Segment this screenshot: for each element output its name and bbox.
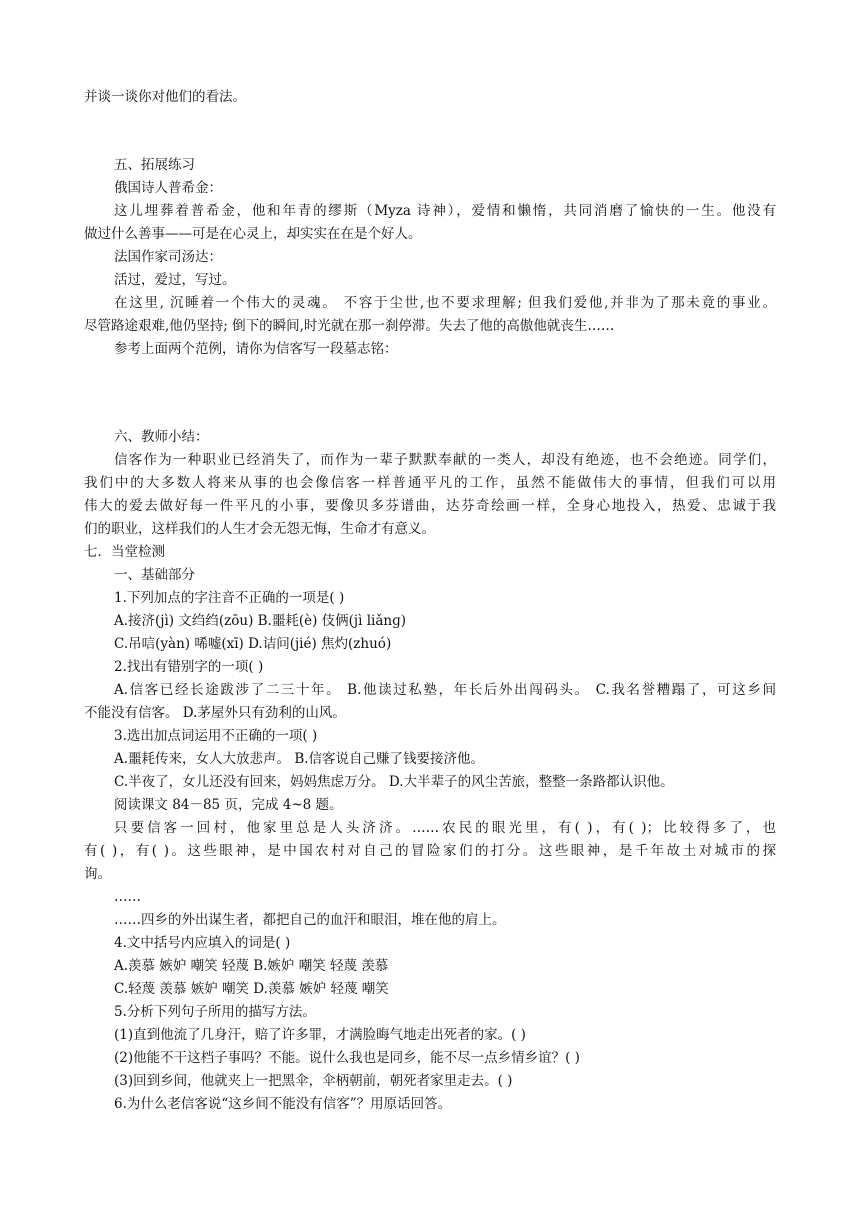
reading-passage: 只要信客一回村，他家里总是人头济济。……农民的眼光里，有( )，有( )；比较得多了，也 [114, 820, 776, 836]
text-line: 参考上面两个范例，请你为信客写一段墓志铭： [114, 341, 398, 357]
question-2-options: A.信客已经长途跋涉了二三十年。 B.他读过私塾，年长后外出闯码头。 C.我名誉糟蹋了，可这乡间 [114, 682, 776, 698]
question-3: 3.选出加点词运用不正确的一项( ) [114, 728, 318, 744]
text-line: 们的职业，这样我们的人生才会无怨无悔，生命才有意义。 [84, 521, 435, 537]
text-line: 做过什么善事——可是在心灵上，却实实在在是个好人。 [84, 226, 422, 242]
reading-passage: 询。 [84, 866, 111, 882]
text-line: 法国作家司汤达： [114, 249, 222, 265]
question-4: 4.文中括号内应填入的词是( ) [114, 935, 291, 951]
question-5-item-1: (1)直到他流了几身汗，赔了许多罪，才满脸晦气地走出死者的家。( ) [114, 1027, 526, 1043]
text-line: 不能没有信客。 D.茅屋外只有劲利的山风。 [84, 705, 346, 721]
question-1-options-ab: A.接济(jì) 文绉绉(zōu) B.噩耗(è) 伎俩(jì liǎnɡ) [114, 613, 407, 629]
question-2: 2.找出有错别字的一项( ) [114, 659, 264, 675]
text-line: 尽管路途艰难,他仍坚持; 倒下的瞬间,时光就在那一刹停滞。失去了他的高傲他就丧生…… [84, 318, 615, 334]
question-5: 5.分析下列句子所用的描写方法。 [114, 1004, 316, 1020]
text-line: 我们中的大多数人将来从事的也会像信客一样普通平凡的工作，虽然不能做伟大的事情，但我们可以用 [84, 475, 776, 491]
section-heading-basics: 一、基础部分 [114, 567, 195, 583]
question-6: 6.为什么老信客说“这乡间不能没有信客”？用原话回答。 [114, 1096, 452, 1112]
reading-passage: ……四乡的外出谋生者，都把自己的血汗和眼泪，堆在他的肩上。 [114, 912, 506, 928]
question-5-item-2: (2)他能不干这档子事吗？不能。说什么我也是同乡，能不尽一点乡情乡谊？( ) [114, 1050, 580, 1066]
question-4-options-ab: A.羡慕 嫉妒 嘲笑 轻蔑 B.嫉妒 嘲笑 轻蔑 羡慕 [114, 958, 389, 974]
text-line: 俄国诗人普希金： [114, 180, 222, 196]
section-heading-test: 七．当堂检测 [84, 544, 165, 560]
text-line: 这儿埋葬着普希金，他和年青的缪斯（Myza 诗神），爱情和懒惰，共同消磨了愉快的一生。他没有 [114, 203, 776, 219]
ellipsis: …… [114, 889, 141, 905]
section-heading-summary: 六、教师小结： [114, 429, 209, 445]
section-heading-extension: 五、拓展练习 [114, 157, 195, 173]
reading-instruction: 阅读课文 84－85 页，完成 4~8 题。 [114, 797, 343, 813]
text-line: 并谈一谈你对他们的看法。 [84, 89, 246, 105]
question-3-options-ab: A.噩耗传来，女人大放悲声。 B.信客说自己赚了钱要接济他。 [114, 751, 485, 767]
text-line: 信客作为一种职业已经消失了，而作为一辈子默默奉献的一类人，却没有绝迹，也不会绝迹。同学们， [114, 452, 776, 468]
question-5-item-3: (3)回到乡间，他就夹上一把黑伞，伞柄朝前，朝死者家里走去。( ) [114, 1073, 513, 1089]
question-1-options-cd: C.吊唁(yàn) 唏嘘(xī) D.诘问(jié) 焦灼(zhuó) [114, 636, 392, 652]
question-1: 1.下列加点的字注音不正确的一项是( ) [114, 590, 345, 606]
text-line: 伟大的爱去做好每一件平凡的小事，要像贝多芬谱曲，达芬奇绘画一样，全身心地投入，热爱、忠诚于我 [84, 498, 776, 514]
question-3-options-cd: C.半夜了，女儿还没有回来，妈妈焦虑万分。 D.大半辈子的风尘苦旅，整整一条路都认识他。 [114, 774, 674, 790]
text-line: 在这里, 沉睡着一个伟大的灵魂。 不容于尘世,也不要求理解; 但我们爱他,并非为了那未竟的事业。 [114, 295, 776, 311]
reading-passage: 有( )，有( )。这些眼神，是中国农村对自己的冒险家们的打分。这些眼神，是千年故土对城市的探 [84, 843, 776, 859]
question-4-options-cd: C.轻蔑 羡慕 嫉妒 嘲笑 D.羡慕 嫉妒 轻蔑 嘲笑 [114, 981, 389, 997]
text-line: 活过，爱过，写过。 [114, 272, 236, 288]
